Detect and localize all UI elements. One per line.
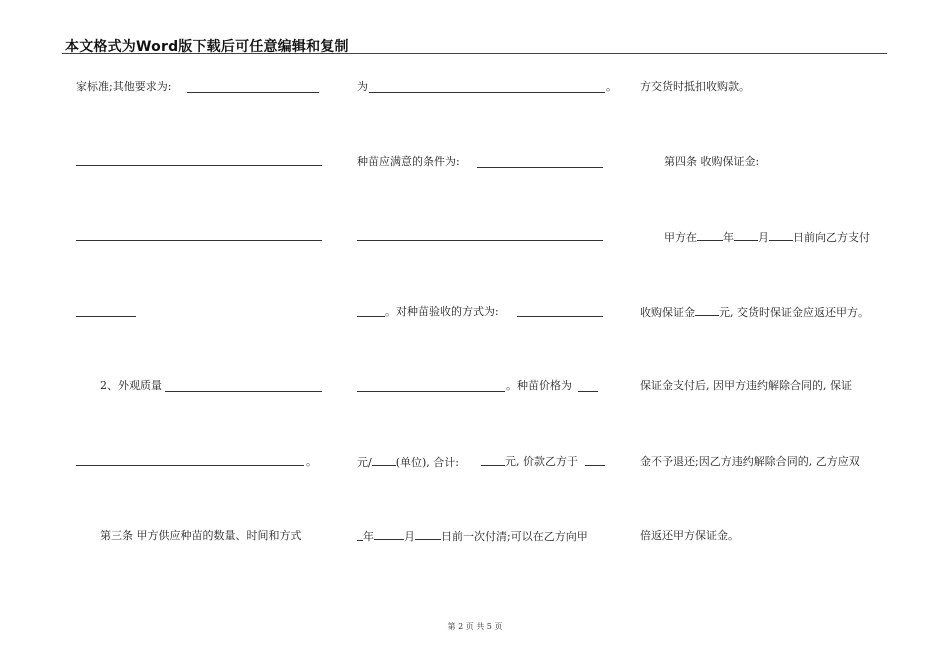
c2-blank-6c [585, 465, 605, 466]
c2-blank-6a [372, 455, 396, 466]
c3-line-5 [640, 379, 852, 393]
c2-blank-4b [517, 316, 603, 317]
c2-blank-5b [578, 391, 598, 392]
c2-blank-3 [357, 240, 603, 241]
c2-blank-1 [369, 92, 605, 93]
c2-text-wei: 为 [357, 80, 368, 93]
c3-text-double-return: 倍返还甲方保证金。 [640, 529, 739, 542]
c3-line-1 [640, 80, 750, 94]
c1-blank-2 [76, 165, 322, 166]
c3-line-4 [640, 305, 869, 319]
c2-line-1 [357, 80, 368, 94]
c2-text-payment: 元, 价款乙方于 [505, 455, 578, 468]
c2-line-1-end [606, 80, 617, 94]
c2-text-inspection-method: 。对种苗验收的方式为: [385, 305, 499, 318]
c3-text-deposit: 收购保证金 [640, 306, 695, 319]
c2-text-unit-total: (单位), 合计: [395, 456, 460, 469]
c2-line-6 [357, 455, 459, 469]
c1-blank-3 [76, 240, 322, 241]
c2-text-yuan-per: 元/ [357, 456, 372, 469]
c1-period: 。 [306, 455, 317, 468]
c2-text-seedling-price: 。种苗价格为 [506, 379, 572, 392]
c2-line-5 [506, 379, 572, 393]
c1-blank-1 [187, 92, 319, 93]
c2-line-7 [363, 529, 588, 543]
c3-text-article-4: 第四条 收购保证金: [664, 155, 760, 168]
c2-text-month: 月 [404, 530, 415, 543]
c3-text-deduct: 方交货时抵扣收购款。 [640, 80, 750, 93]
c2-line-6-c [505, 455, 578, 469]
c2-blank-5a [357, 391, 505, 392]
c2-line-4 [385, 305, 499, 319]
c1-line-6-end [306, 455, 317, 469]
c3-text-party-a: 甲方在 [664, 231, 697, 244]
c3-blank-3c [769, 230, 793, 241]
c3-line-2 [664, 155, 759, 169]
c3-line-6 [640, 455, 860, 469]
c1-line-5 [100, 379, 162, 393]
c2-blank-7b [374, 529, 404, 540]
c1-text-other-requirements: 家标准;其他要求为: [76, 80, 172, 93]
c3-text-pay-before: 日前向乙方支付 [793, 231, 870, 244]
document-header: 本文格式为Word版下载后可任意编辑和复制 [65, 39, 349, 55]
c3-text-year: 年 [723, 231, 734, 244]
c2-line-2 [357, 155, 460, 169]
c3-text-breach-a: 保证金支付后, 因甲方违约解除合同的, 保证 [640, 379, 852, 392]
c3-blank-3a [697, 230, 723, 241]
page-number: 第 2 页 共 5 页 [447, 622, 503, 631]
c1-blank-5 [165, 391, 322, 392]
header-rule [62, 53, 887, 54]
c1-text-article-3: 第三条 甲方供应种苗的数量、时间和方式 [100, 529, 302, 542]
c2-text-conditions: 种苗应满意的条件为: [357, 155, 460, 168]
c1-line-1 [76, 80, 171, 94]
c2-text-day-pay: 日前一次付清;可以在乙方向甲 [441, 530, 588, 543]
c3-blank-4 [695, 305, 719, 316]
c2-period: 。 [606, 80, 617, 93]
c2-blank-2 [477, 167, 603, 168]
c1-line-7 [100, 529, 302, 543]
c1-blank-6 [76, 465, 304, 466]
c2-blank-4a [357, 316, 385, 317]
c2-blank-6b [481, 465, 505, 466]
c3-text-breach-b: 金不予退还;因乙方违约解除合同的, 乙方应双 [640, 455, 860, 468]
c3-line-3 [664, 230, 870, 244]
c1-blank-4 [76, 316, 136, 317]
c3-blank-3b [734, 230, 758, 241]
c1-text-appearance-quality: 2、外观质量 [100, 379, 162, 392]
c3-text-return: 元, 交货时保证金应返还甲方。 [719, 306, 869, 319]
c3-text-month: 月 [758, 231, 769, 244]
c2-text-year: 年 [363, 530, 374, 543]
c2-blank-7c [415, 529, 441, 540]
c3-line-7 [640, 529, 739, 543]
